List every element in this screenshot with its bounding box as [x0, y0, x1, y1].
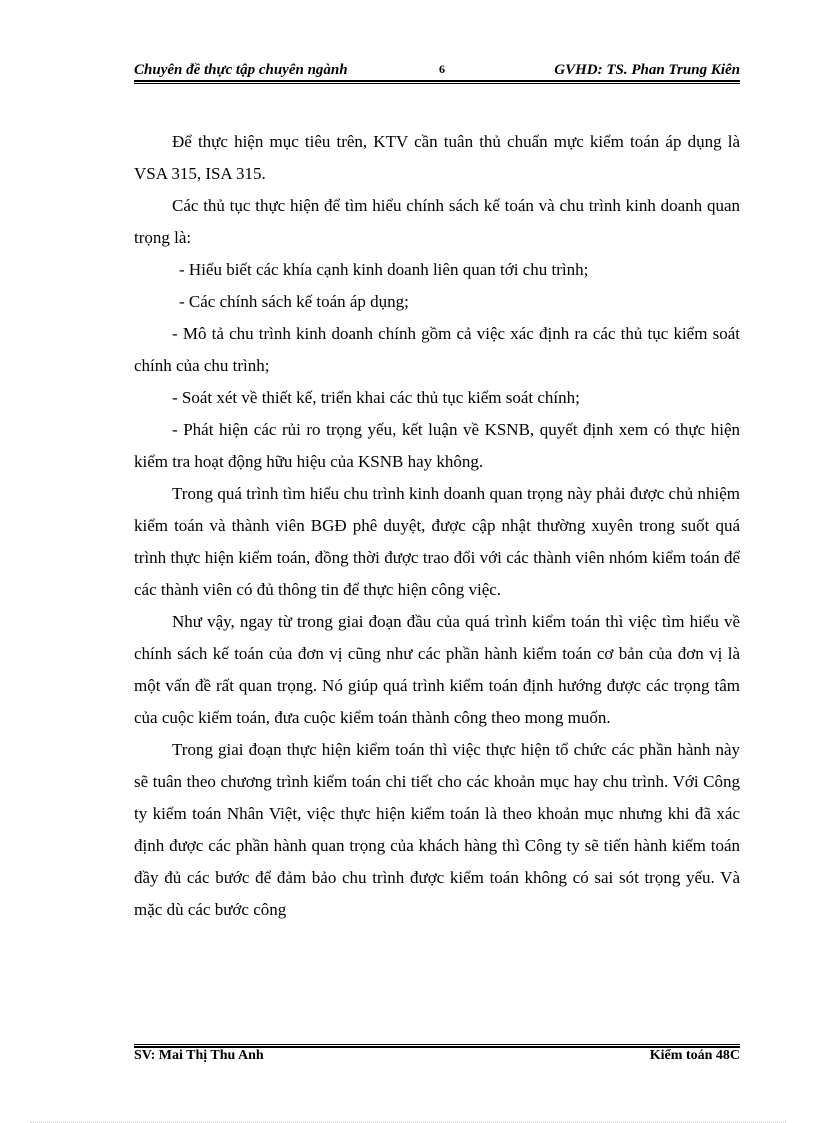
paragraph: Để thực hiện mục tiêu trên, KTV cần tuân thủ chuẩn mực kiểm toán áp dụng là VSA 315, ISA 315.: [134, 132, 740, 183]
paragraph: Như vậy, ngay từ trong giai đoạn đầu của quá trình kiểm toán thì việc tìm hiểu về chính sách kế toán của đơn vị cũng như các phần hành kiểm toán cơ bản của đơn vị là một vấn đề rất quan trọng. Nó giúp quá trình kiểm toán định hướng được các trọng tâm của cuộc kiểm toán, đưa cuộc kiểm toán thành công theo mong muốn.: [134, 612, 740, 727]
page-number: 6: [439, 62, 445, 76]
header-advisor: GVHD: TS. Phan Trung Kiên: [554, 62, 740, 78]
paragraph: Trong giai đoạn thực hiện kiểm toán thì việc thực hiện tổ chức các phần hành này sẽ tuân theo chương trình kiểm toán chi tiết cho các khoản mục hay chu trình. Với Công ty kiểm toán Nhân Việt, việc thực hiện kiểm toán là theo khoản mục nhưng khi đã xác định được các phần hành quan trọng của khách hàng thì Công ty sẽ tiến hành kiểm toán đầy đủ các bước để đảm bảo chu trình được kiểm toán không có sai sót trọng yếu. Và mặc dù các bước công: [134, 740, 740, 919]
bullet-item: - Mô tả chu trình kinh doanh chính gồm cả việc xác định ra các thủ tục kiểm soát chính của chu trình;: [134, 324, 740, 375]
footer-class: Kiểm toán 48C: [649, 1048, 740, 1063]
header-divider: [134, 80, 740, 84]
header-title: Chuyên đề thực tập chuyên ngành: [134, 62, 348, 78]
bullet-item: - Các chính sách kế toán áp dụng;: [179, 292, 409, 311]
paragraph: Trong quá trình tìm hiểu chu trình kinh doanh quan trọng này phải được chủ nhiệm kiểm toán và thành viên BGĐ phê duyệt, được cập nhật thường xuyên trong suốt quá trình thực hiện kiểm toán, đồng thời được trao đổi với các thành viên nhóm kiểm toán để các thành viên có đủ thông tin để thực hiện công việc.: [134, 484, 740, 599]
page-header: [134, 62, 740, 80]
bullet-item: - Soát xét về thiết kế, triển khai các thủ tục kiểm soát chính;: [172, 388, 580, 407]
bullet-item: - Phát hiện các rủi ro trọng yếu, kết luận về KSNB, quyết định xem có thực hiện kiểm tra hoạt động hữu hiệu của KSNB hay không.: [134, 420, 740, 471]
document-body: [134, 126, 740, 926]
footer-student: SV: Mai Thị Thu Anh: [134, 1048, 264, 1063]
paragraph: Các thủ tục thực hiện để tìm hiểu chính sách kế toán và chu trình kinh doanh quan trọng là:: [134, 196, 740, 247]
bullet-item: - Hiểu biết các khía cạnh kinh doanh liên quan tới chu trình;: [179, 260, 589, 279]
